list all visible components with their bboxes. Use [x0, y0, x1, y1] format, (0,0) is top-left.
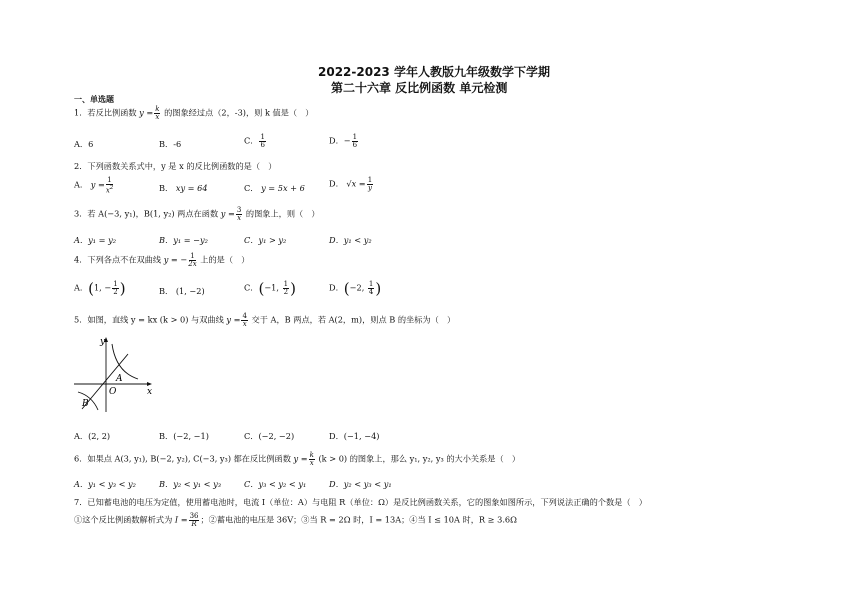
- q1-option-b[interactable]: B．-6: [159, 139, 182, 149]
- question-3: 3．若 A(−3, y₁)，B(1, y₂) 两点在函数 y = $\frac{3}{x}$ 的图象上，则（ ）: [74, 206, 320, 222]
- q3-option-d[interactable]: D．y₁ < y₂: [329, 235, 372, 245]
- q5-option-c[interactable]: C．(−2, −2): [244, 431, 295, 441]
- q3-option-c[interactable]: C．y₁ > y₂: [244, 235, 287, 245]
- fraction-k-over-x: $\frac{k}{x}$: [155, 105, 160, 121]
- q6-option-d[interactable]: D．y₂ < y₃ < y₁: [329, 479, 392, 489]
- question-6: 6．如果点 A(3, y₁), B(−2, y₂), C(−3, y₃) 都在反比例函数 y = $\frac{k}{x}$ (k > 0) 的图象上，那么 y₁, y₂, y₃ 的大小关系是（ ）: [74, 451, 521, 467]
- page-subtitle: 第二十六章 反比例函数 单元检测: [331, 81, 508, 95]
- q6-option-a[interactable]: A．y₁ < y₃ < y₂: [74, 479, 136, 489]
- question-text: 若反比例函数: [87, 107, 140, 118]
- label-point-a: A: [116, 374, 123, 384]
- q1-option-d[interactable]: D．− $\frac{1}{6}$: [329, 133, 358, 149]
- q1-option-c[interactable]: C． $\frac{1}{6}$: [244, 133, 265, 149]
- section-heading: 一、单选题: [74, 95, 114, 104]
- q1-option-a[interactable]: A．6: [74, 139, 94, 149]
- q6-option-c[interactable]: C．y₃ < y₂ < y₁: [244, 479, 307, 489]
- q2-option-c[interactable]: C． y = 5x + 6: [244, 183, 305, 193]
- q5-option-d[interactable]: D．(−1, −4): [329, 431, 380, 441]
- q2-option-d[interactable]: D． √x = $\frac{1}{y}$: [329, 176, 373, 192]
- q6-option-b[interactable]: B．y₂ < y₁ < y₃: [159, 479, 222, 489]
- q2-option-b[interactable]: B． xy = 64: [159, 183, 208, 193]
- question-5: 5．如图，直线 y = kx (k > 0) 与双曲线 y = $\frac{4}{x}$ 交于 A，B 两点，若 A(2，m)，则点 B 的坐标为（ ）: [74, 312, 456, 328]
- label-point-b: B: [82, 399, 89, 409]
- question-7: 7．已知蓄电池的电压为定值，使用蓄电池时，电流 I（单位：A）与电阻 R（单位：Ω）是反比例函数关系，它的图象如图所示，下列说法正确的个数是（ ）: [74, 497, 647, 507]
- q3-option-b[interactable]: B．y₁ = −y₂: [159, 235, 208, 245]
- page-title: 2022-2023 学年人教版九年级数学下学期: [318, 65, 550, 79]
- label-origin: O: [109, 387, 117, 397]
- question-number: 1．: [74, 107, 88, 118]
- q5-option-b[interactable]: B．(−2, −1): [159, 431, 209, 441]
- label-y: y: [100, 337, 106, 347]
- q2-option-a[interactable]: A． y = $\frac{1}{x^2}$: [74, 176, 114, 195]
- q3-option-a[interactable]: A．y₁ = y₂: [74, 235, 116, 245]
- q4-option-b[interactable]: B． (1, −2): [159, 286, 205, 296]
- q5-option-a[interactable]: A．(2, 2): [74, 431, 111, 441]
- label-x: x: [147, 387, 153, 397]
- x-axis-arrow-icon: [147, 382, 152, 386]
- q4-option-c[interactable]: C．(−1, $\frac{1}{2}$ ): [244, 279, 296, 298]
- q4-option-d[interactable]: D．(−2, $\frac{1}{4}$ ): [329, 279, 382, 298]
- question-7-statements: ①这个反比例函数解析式为 I = $\frac{36}{R}$ ；②蓄电池的电压是 36V；③当 R = 2Ω 时，I = 13A；④当 I ≤ 10A 时，R ≥ 3.6Ω: [74, 512, 517, 528]
- question-text: 的图象经过点（2，-3)，则 k 值是（ ）: [161, 107, 314, 118]
- question-2: 2．下列函数关系式中，y 是 x 的反比例函数的是（ ）: [74, 161, 277, 171]
- q5-figure: [72, 334, 156, 414]
- question-4: 4．下列各点不在双曲线 y = − $\frac{1}{2x}$ 上的是（ ）: [74, 252, 250, 268]
- question-1: 1．若反比例函数 y = $\frac{k}{x}$ 的图象经过点（2，-3)，则 k 值是（ ）: [74, 105, 314, 121]
- q4-option-a[interactable]: A．(1, − $\frac{1}{2}$ ): [74, 279, 126, 298]
